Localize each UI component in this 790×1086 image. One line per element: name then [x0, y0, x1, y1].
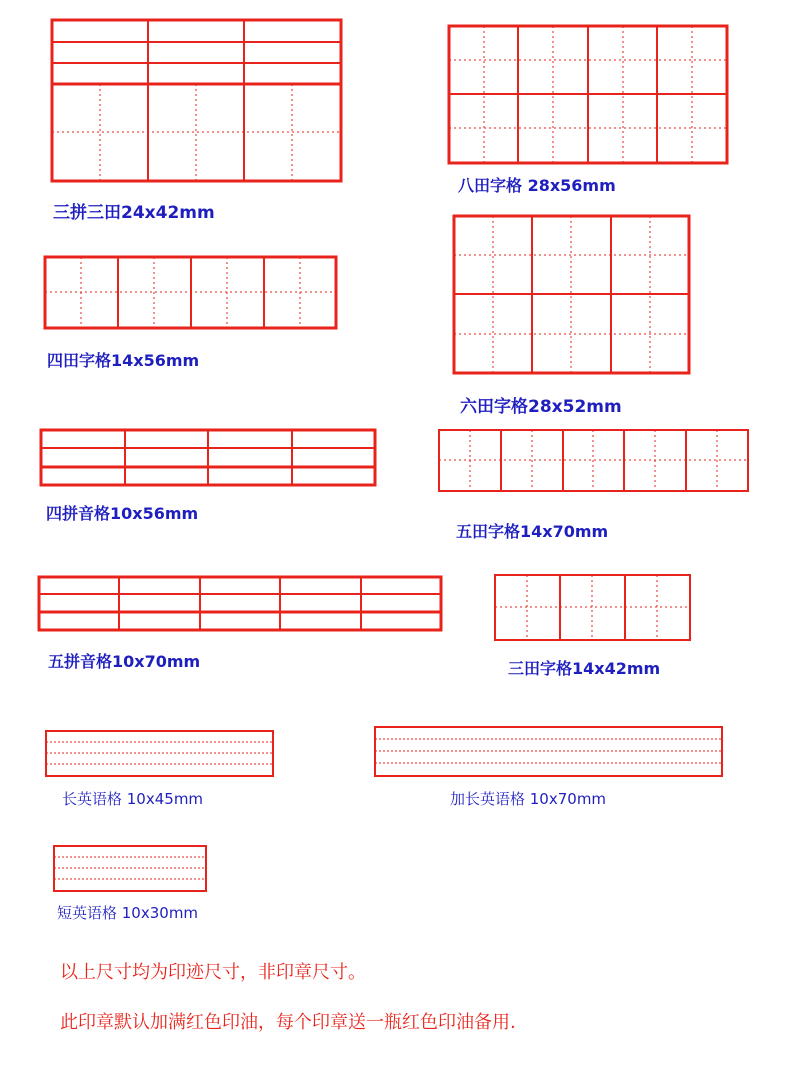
stamp-sipin — [39, 428, 378, 488]
label-sanpin-santian: 三拼三田24x42mm — [53, 203, 215, 223]
label-long-english: 长英语格 10x45mm — [62, 790, 204, 808]
stamp-liutian — [452, 214, 692, 376]
label-batian: 八田字格 28x56mm — [458, 176, 616, 195]
stamp-sanpin-santian — [50, 18, 344, 184]
label-wutian: 五田字格14x70mm — [456, 522, 609, 541]
label-sitian: 四田字格14x56mm — [47, 351, 200, 370]
stamp-short-english — [52, 844, 209, 894]
note-ink-info: 此印章默认加满红色印油，每个印章送一瓶红色印油备用. — [60, 1012, 516, 1033]
label-santian: 三田字格14x42mm — [508, 659, 661, 678]
stamp-santian — [493, 573, 693, 643]
stamp-wupin — [37, 575, 444, 633]
stamp-long-english — [44, 729, 276, 779]
stamp-sitian — [43, 255, 339, 331]
label-extra-long-english: 加长英语格 10x70mm — [450, 790, 607, 808]
stamp-batian — [447, 24, 730, 166]
stamp-wutian — [437, 428, 751, 494]
label-liutian: 六田字格28x52mm — [460, 397, 622, 417]
label-short-english: 短英语格 10x30mm — [57, 904, 199, 922]
note-size-disclaimer: 以上尺寸均为印迹尺寸，非印章尺寸。 — [60, 962, 366, 983]
label-wupin: 五拼音格10x70mm — [48, 652, 201, 671]
label-sipin: 四拼音格10x56mm — [46, 504, 199, 523]
stamp-extra-long-english — [373, 725, 725, 779]
